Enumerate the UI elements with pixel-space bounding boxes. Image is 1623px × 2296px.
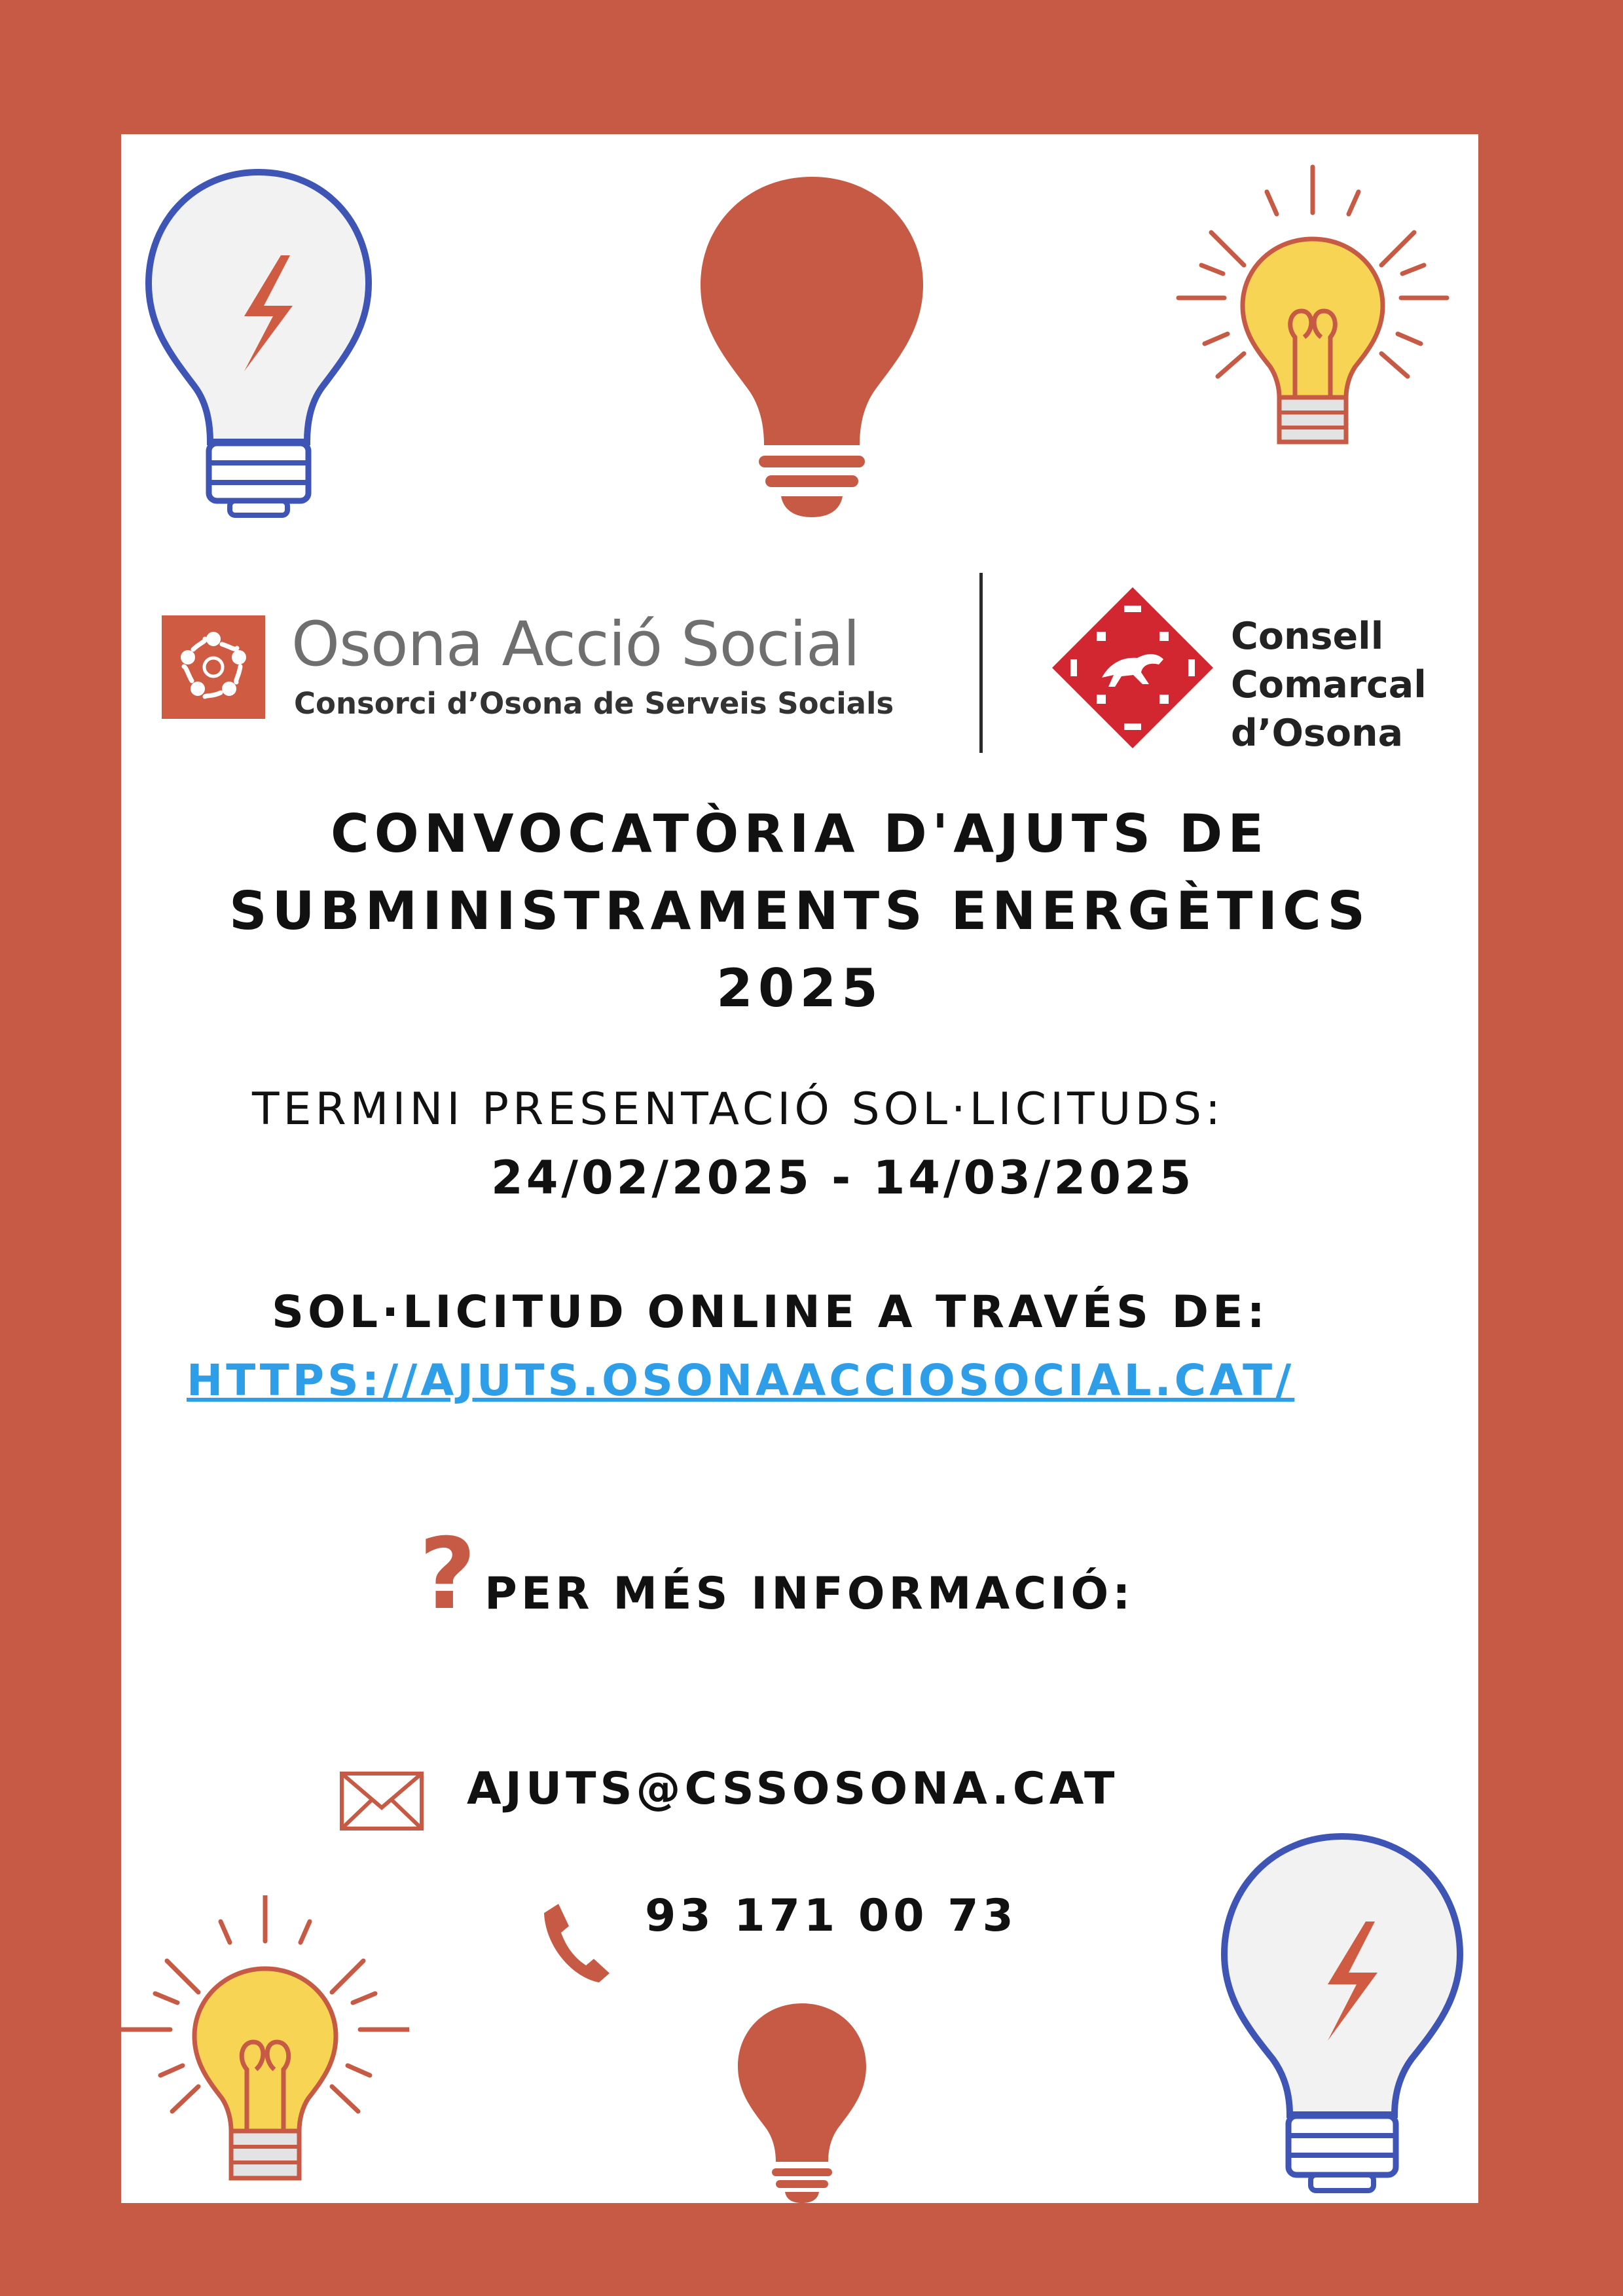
phone-icon	[540, 1900, 612, 1988]
consell-logo-mark	[1051, 586, 1214, 750]
info-label: PER MÉS INFORMACIÓ:	[484, 1568, 1135, 1620]
title-line-2: SUBMINISTRAMENTS ENERGÈTICS	[229, 881, 1370, 941]
yellow-bulb-icon	[1159, 160, 1467, 462]
consell-line-1: Consell	[1231, 615, 1384, 658]
osona-accio-social-logo	[162, 609, 1052, 740]
question-mark-icon: ?	[419, 1518, 477, 1631]
title-line-3: 2025	[716, 958, 883, 1019]
online-url-link[interactable]: HTTPS://AJUTS.OSONAACCIOSOCIAL.CAT/	[187, 1355, 1295, 1406]
termini-label: TERMINI PRESENTACIÓ SOL·LICITUDS:	[252, 1084, 1224, 1135]
title-line-1: CONVOCATÒRIA D'AJUTS DE	[331, 803, 1269, 864]
blue-bulb-icon	[1218, 1830, 1467, 2203]
osona-logo-name: Osona Acció Social	[291, 609, 860, 680]
termini-dates: 24/02/2025 - 14/03/2025	[491, 1151, 1195, 1205]
consell-line-3: d’Osona	[1231, 712, 1404, 755]
poster-panel	[121, 134, 1478, 2203]
email-link[interactable]: AJUTS@CSSOSONA.CAT	[467, 1763, 1119, 1815]
mail-icon	[339, 1771, 424, 1834]
consell-comarcal-logo	[1051, 586, 1457, 755]
red-bulb-icon	[737, 2003, 867, 2203]
osona-logo-subtitle: Consorci d’Osona de Serveis Socials	[294, 686, 894, 721]
red-bulb-icon	[697, 177, 926, 517]
yellow-bulb-icon	[121, 1895, 409, 2203]
consell-logo-text	[1231, 612, 1427, 757]
page-title	[134, 795, 1465, 1027]
consell-line-2: Comarcal	[1231, 663, 1427, 706]
osona-logo-mark	[162, 615, 265, 719]
logo-divider	[979, 573, 983, 753]
blue-bulb-icon	[141, 160, 376, 540]
online-label: SOL·LICITUD ONLINE A TRAVÉS DE:	[272, 1286, 1269, 1338]
phone-link[interactable]: 93 171 00 73	[645, 1890, 1017, 1942]
